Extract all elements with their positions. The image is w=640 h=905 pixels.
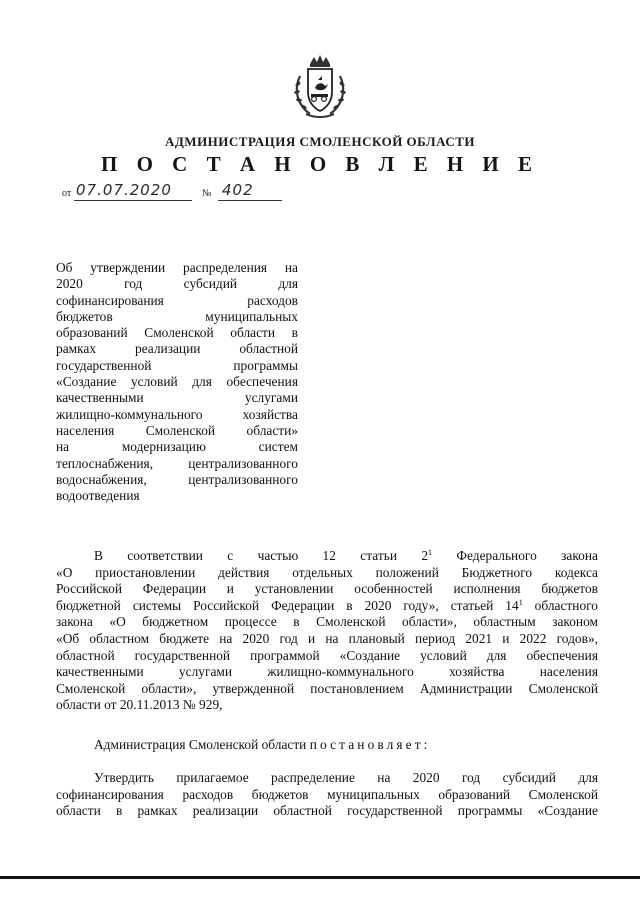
subject-line: 2020 год субсидий для: [56, 276, 298, 292]
preamble-line: качественными услугами жилищно-коммунального хозяйства населения: [56, 664, 598, 680]
bottom-divider: [0, 876, 640, 879]
subject-line: жилищно-коммунального хозяйства: [56, 406, 298, 422]
resolution-lead: Администрация Смоленской области: [94, 737, 310, 752]
number-underline: [218, 200, 282, 201]
subject-line: теплоснабжения, централизованного: [56, 455, 298, 471]
preamble-line: [56, 598, 598, 615]
preamble-line: Смоленской области», утвержденной постановлением Администрации Смоленской: [56, 680, 598, 696]
decision-line: Утвердить прилагаемое распределение на 2020 год субсидий для: [94, 770, 598, 785]
decision-line: софинансирования расходов бюджетов муниципальных образований Смоленской: [56, 786, 598, 802]
document-type: П О С Т А Н О В Л Е Н И Е: [100, 152, 539, 176]
preamble-paragraph: [56, 548, 598, 714]
subject-line: качественными услугами: [56, 390, 298, 406]
subject-line: Об утверждении распределения на: [56, 260, 298, 275]
superscript: 1: [518, 597, 523, 607]
preamble-line: «Об областном бюджете на 2020 год и на плановый период 2021 и 2022 годов»,: [56, 630, 598, 646]
subject-line: водоснабжения, централизованного: [56, 471, 298, 487]
subject-line: образований Смоленской области в: [56, 325, 298, 341]
preamble-text: Федерального закона: [432, 548, 598, 563]
subject-line: водоотведения: [56, 488, 140, 504]
subject-line: населения Смоленской области»: [56, 422, 298, 438]
preamble-line: «О приостановлении действия отдельных положений Бюджетного кодекса: [56, 564, 598, 580]
date-number-line: [62, 181, 302, 203]
subject-line: рамках реализации областной: [56, 341, 298, 357]
preamble-line: области от 20.11.2013 № 929,: [56, 697, 223, 713]
organization-title: АДМИНИСТРАЦИЯ СМОЛЕНСКОЙ ОБЛАСТИ: [164, 134, 476, 149]
decision-line: области в рамках реализации областной государственной программы «Создание: [56, 803, 598, 819]
subject-line: бюджетов муниципальных: [56, 308, 298, 324]
superscript: 1: [428, 548, 433, 557]
preamble-line: закона «О бюджетном процессе в Смоленской области», областным законом: [56, 614, 598, 630]
resolution-clause: [94, 737, 614, 754]
decision-paragraph: [56, 770, 598, 820]
date-from-label: от: [62, 188, 72, 199]
handwritten-date: 07.07.2020: [76, 181, 172, 199]
preamble-line: [56, 548, 598, 565]
preamble-line: областной государственной программой «Создание условий для обеспечения: [56, 647, 598, 663]
preamble-text: бюджетной системы Российской Федерации в 2020 году», статьей 14: [56, 597, 519, 613]
coat-of-arms-icon: [288, 54, 352, 120]
number-label: №: [202, 188, 212, 199]
subject-line: на модернизацию систем: [56, 439, 298, 455]
subject-line: «Создание условий для обеспечения: [56, 374, 298, 390]
subject-line: государственной программы: [56, 357, 298, 373]
handwritten-number: 402: [222, 181, 254, 199]
date-underline: [74, 200, 192, 201]
subject-line: софинансирования расходов: [56, 292, 298, 308]
preamble-text: В соответствии с частью 12 статьи 2: [94, 548, 429, 563]
preamble-line: Российской Федерации и установлении особенностей исполнения бюджетов: [56, 581, 598, 597]
resolution-verb: постановляет:: [309, 737, 431, 752]
document-subject: [56, 260, 298, 504]
preamble-text: областного: [522, 597, 598, 613]
